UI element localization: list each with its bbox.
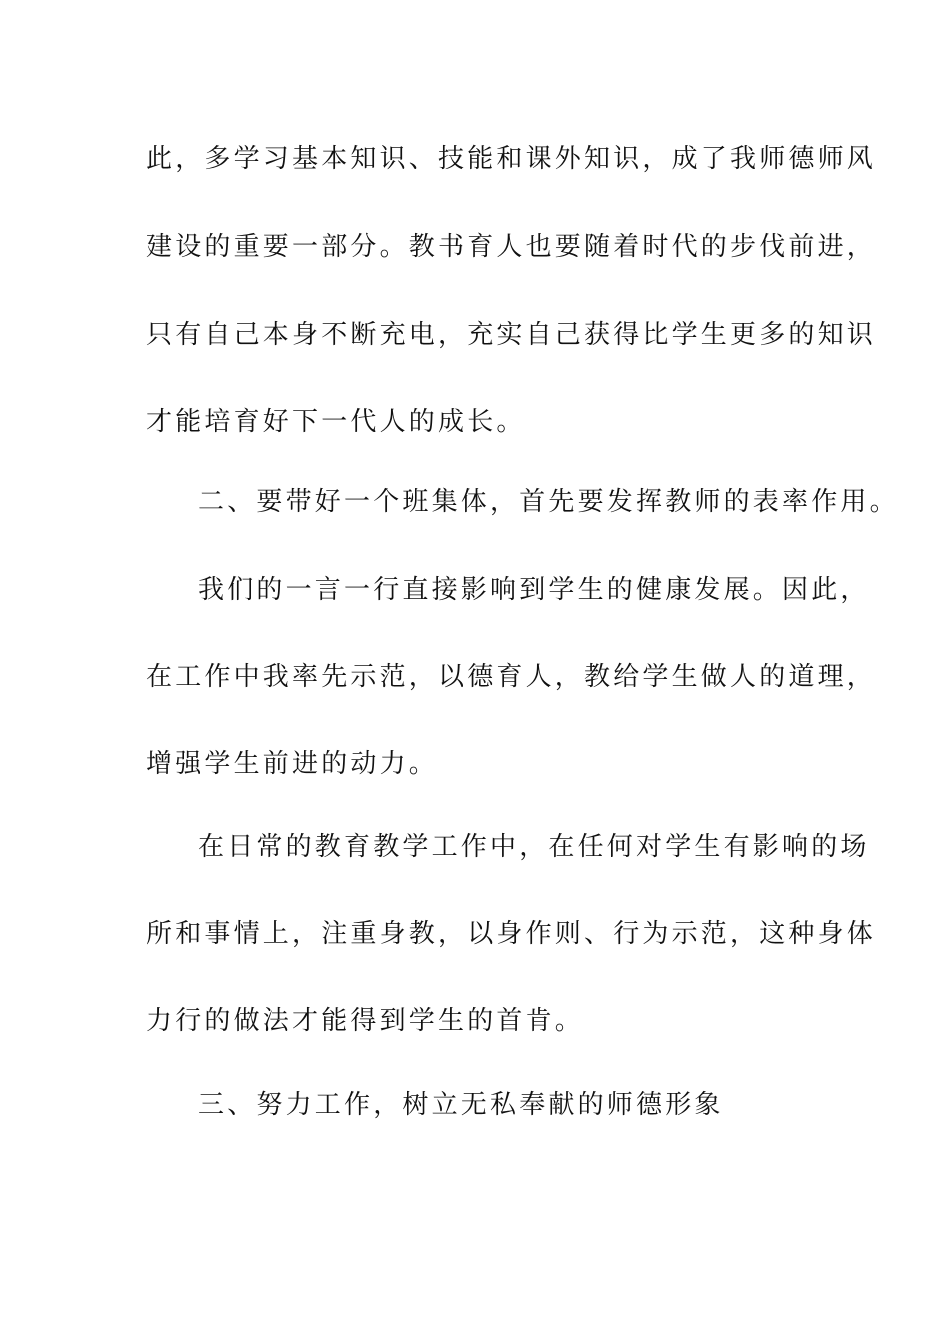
section-heading: 二、要带好一个班集体，首先要发挥教师的表率作用。 [198, 487, 899, 517]
text-line: 才能培育好下一代人的成长。 [146, 407, 526, 437]
text-line: 力行的做法才能得到学生的首肯。 [146, 1006, 585, 1036]
section-heading: 三、努力工作，树立无私奉献的师德形象 [198, 1090, 724, 1120]
text-line: 在日常的教育教学工作中，在任何对学生有影响的场 [198, 832, 870, 862]
text-line: 在工作中我率先示范，以德育人，教给学生做人的道理， [146, 662, 877, 692]
text-line: 此，多学习基本知识、技能和课外知识，成了我师德师风 [146, 144, 877, 174]
text-line: 所和事情上，注重身教，以身作则、行为示范，这种身体 [146, 919, 877, 949]
text-line: 我们的一言一行直接影响到学生的健康发展。因此， [198, 575, 870, 605]
text-line: 增强学生前进的动力。 [146, 749, 439, 779]
text-line: 建设的重要一部分。教书育人也要随着时代的步伐前进， [146, 232, 877, 262]
text-line: 只有自己本身不断充电，充实自己获得比学生更多的知识 [146, 320, 877, 350]
